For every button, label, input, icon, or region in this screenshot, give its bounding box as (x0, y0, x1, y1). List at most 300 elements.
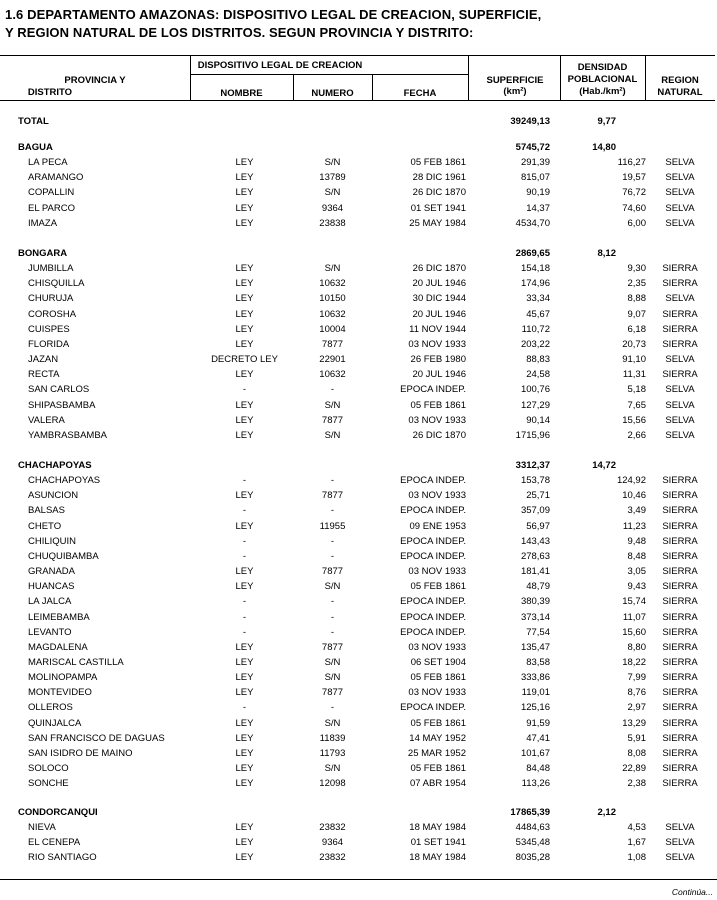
district-superficie: 110,72 (521, 323, 550, 335)
dispositivo-numero: 23832 (319, 852, 346, 864)
district-region: SIERRA (662, 656, 698, 668)
dispositivo-nombre: LEY (235, 732, 254, 744)
district-densidad: 3,05 (627, 566, 646, 578)
district-superficie: 83,58 (526, 656, 550, 668)
district-name: SHIPASBAMBA (28, 399, 96, 411)
table-row (0, 716, 717, 731)
district-name: LA JALCA (28, 596, 72, 608)
district-name: LEVANTO (28, 626, 72, 638)
dispositivo-fecha: 26 DIC 1870 (412, 187, 466, 199)
table-row (0, 761, 717, 776)
table-row (0, 185, 717, 200)
header-region: REGION (661, 75, 699, 86)
district-name: SONCHE (28, 778, 69, 790)
province-superficie: 17865,39 (510, 807, 550, 818)
district-densidad: 4,53 (627, 822, 646, 834)
table-row (0, 398, 717, 413)
dispositivo-fecha: 05 FEB 1861 (410, 672, 466, 684)
dispositivo-numero: 11955 (319, 520, 346, 532)
district-densidad: 2,97 (627, 702, 646, 714)
dispositivo-nombre: - (242, 702, 247, 714)
dispositivo-fecha: EPOCA INDEP. (400, 475, 466, 487)
dispositivo-numero: 10632 (319, 308, 346, 320)
district-superficie: 84,48 (526, 763, 550, 774)
table-row (0, 382, 717, 397)
header-nombre: NOMBRE (220, 88, 263, 99)
district-name: CHETO (28, 520, 62, 532)
district-densidad: 20,73 (622, 338, 646, 350)
district-densidad: 116,27 (617, 157, 646, 169)
district-densidad: 2,66 (627, 429, 646, 441)
dispositivo-numero: - (330, 535, 335, 547)
dispositivo-numero: 10632 (319, 369, 346, 381)
district-region: SIERRA (662, 550, 698, 562)
district-densidad: 3,49 (627, 505, 646, 517)
district-superficie: 90,19 (526, 187, 550, 199)
title-line-2: Y REGION NATURAL DE LOS DISTRITOS. SEGUN PROVINCIA Y DISTRITO: (5, 25, 474, 40)
dispositivo-nombre: DECRETO LEY (211, 354, 278, 366)
district-densidad: 15,56 (622, 414, 646, 426)
dispositivo-numero: - (330, 384, 335, 396)
title-line-1: 1.6 DEPARTAMENTO AMAZONAS: DISPOSITIVO LEGAL DE CREACION, SUPERFICIE, (5, 7, 542, 22)
dispositivo-numero: - (330, 702, 335, 714)
dispositivo-nombre: LEY (235, 429, 254, 441)
dispositivo-numero: 23838 (319, 217, 346, 229)
dispositivo-numero: - (330, 596, 335, 608)
table-row (0, 291, 717, 306)
district-name: NIEVA (28, 822, 56, 834)
province-row (0, 246, 717, 261)
district-region: SIERRA (662, 687, 698, 699)
province-row (0, 458, 717, 473)
dispositivo-numero: S/N (324, 429, 341, 441)
district-region: SIERRA (662, 490, 698, 502)
district-region: SIERRA (662, 278, 698, 290)
dispositivo-numero: S/N (324, 717, 341, 729)
dispositivo-nombre: LEY (235, 414, 254, 426)
continua-note: Continúa... (671, 887, 713, 897)
dispositivo-fecha: 14 MAY 1952 (409, 732, 466, 744)
table-row (0, 835, 717, 850)
district-region: SIERRA (662, 596, 698, 608)
dispositivo-fecha: EPOCA INDEP. (400, 505, 466, 517)
district-superficie: 373,14 (520, 611, 550, 623)
dispositivo-fecha: 26 DIC 1870 (412, 263, 466, 275)
dispositivo-numero: 13789 (319, 172, 346, 184)
table-row (0, 352, 717, 367)
table-row (0, 594, 717, 609)
header-densidad-2: POBLACIONAL (567, 74, 638, 85)
district-densidad: 2,38 (627, 778, 646, 790)
table-row (0, 670, 717, 685)
province-superficie: 3312,37 (515, 460, 550, 471)
district-region: SELVA (665, 172, 695, 184)
district-densidad: 6,00 (627, 217, 646, 229)
district-densidad: 19,57 (622, 172, 646, 184)
dispositivo-fecha: 28 DIC 1961 (412, 172, 466, 184)
district-densidad: 11,23 (622, 520, 646, 532)
district-region: SIERRA (662, 566, 698, 578)
table-row (0, 307, 717, 322)
dispositivo-numero: S/N (324, 399, 341, 411)
table-row (0, 367, 717, 382)
district-name: GRANADA (28, 566, 75, 578)
district-name: RECTA (28, 369, 60, 381)
province-densidad: 2,12 (597, 807, 616, 818)
district-densidad: 5,91 (627, 732, 646, 744)
district-region: SIERRA (662, 702, 698, 714)
dispositivo-nombre: LEY (235, 656, 254, 668)
table-row (0, 473, 717, 488)
dispositivo-nombre: LEY (235, 717, 254, 729)
dispositivo-numero: - (330, 626, 335, 638)
district-region: SIERRA (662, 369, 698, 381)
province-superficie: 2869,65 (515, 248, 550, 259)
table-row (0, 216, 717, 231)
district-region: SELVA (665, 822, 695, 834)
district-superficie: 47,41 (526, 732, 550, 744)
page-title (5, 6, 541, 42)
district-superficie: 91,59 (526, 717, 550, 729)
dispositivo-numero: S/N (324, 656, 341, 668)
district-densidad: 22,89 (622, 763, 646, 774)
district-superficie: 113,26 (521, 778, 550, 790)
district-superficie: 8035,28 (515, 852, 550, 864)
dispositivo-nombre: LEY (235, 187, 254, 199)
district-name: ARAMANGO (28, 172, 84, 184)
dispositivo-nombre: LEY (235, 837, 254, 849)
dispositivo-fecha: 20 JUL 1946 (412, 278, 466, 290)
province-superficie: 5745,72 (515, 142, 550, 153)
dispositivo-fecha: 20 JUL 1946 (412, 369, 466, 381)
table-row (0, 201, 717, 216)
province-name: BAGUA (18, 142, 53, 153)
dispositivo-nombre: - (242, 505, 247, 517)
district-densidad: 9,48 (627, 535, 646, 547)
dispositivo-numero: 7877 (321, 414, 344, 426)
district-densidad: 8,88 (627, 293, 646, 305)
district-name: QUINJALCA (28, 717, 82, 729)
district-region: SIERRA (662, 338, 698, 350)
total-label: TOTAL (18, 116, 49, 127)
district-densidad: 6,18 (627, 323, 646, 335)
district-name: JAZAN (28, 354, 59, 366)
district-superficie: 33,34 (526, 293, 550, 305)
dispositivo-numero: 10004 (319, 323, 346, 335)
district-superficie: 333,86 (520, 672, 550, 684)
district-superficie: 125,16 (520, 702, 550, 714)
dispositivo-nombre: LEY (235, 566, 254, 578)
district-name: OLLEROS (28, 702, 73, 714)
header-superficie: SUPERFICIE (486, 75, 544, 86)
district-superficie: 101,67 (520, 747, 550, 759)
total-superficie: 39249,13 (510, 116, 550, 127)
district-region: SIERRA (662, 672, 698, 684)
dispositivo-fecha: 05 FEB 1861 (410, 717, 466, 729)
table-row (0, 155, 717, 170)
table-row (0, 850, 717, 865)
district-densidad: 76,72 (622, 187, 646, 199)
district-region: SELVA (665, 384, 695, 396)
dispositivo-nombre: LEY (235, 581, 254, 593)
dispositivo-nombre: LEY (235, 822, 254, 834)
table-row (0, 261, 717, 276)
dispositivo-nombre: - (242, 475, 247, 487)
dispositivo-fecha: 01 SET 1941 (410, 837, 466, 849)
table-row (0, 337, 717, 352)
district-superficie: 143,43 (520, 535, 550, 547)
table-row (0, 488, 717, 503)
table-row (0, 731, 717, 746)
dispositivo-numero: S/N (324, 581, 341, 593)
district-superficie: 14,37 (526, 202, 550, 214)
district-name: YAMBRASBAMBA (28, 429, 108, 441)
district-name: COROSHA (28, 308, 77, 320)
header-numero: NUMERO (311, 88, 354, 99)
district-name: LA PECA (28, 157, 68, 169)
district-region: SIERRA (662, 641, 698, 653)
dispositivo-fecha: 05 FEB 1861 (410, 763, 466, 774)
dispositivo-fecha: 03 NOV 1933 (408, 338, 466, 350)
district-name: RIO SANTIAGO (28, 852, 97, 864)
dispositivo-nombre: LEY (235, 747, 254, 759)
table-row (0, 503, 717, 518)
dispositivo-numero: 9364 (321, 202, 344, 214)
dispositivo-nombre: LEY (235, 338, 254, 350)
district-densidad: 124,92 (616, 475, 646, 487)
dispositivo-fecha: EPOCA INDEP. (400, 611, 466, 623)
district-superficie: 291,39 (520, 157, 550, 169)
dispositivo-numero: 22901 (319, 354, 346, 366)
dispositivo-nombre: LEY (235, 263, 254, 275)
district-superficie: 174,96 (520, 278, 550, 290)
district-region: SIERRA (662, 778, 698, 790)
dispositivo-nombre: LEY (235, 157, 254, 169)
district-densidad: 1,67 (627, 837, 646, 849)
table-row (0, 640, 717, 655)
dispositivo-numero: 7877 (321, 490, 344, 502)
dispositivo-fecha: 20 JUL 1946 (412, 308, 466, 320)
district-region: SIERRA (662, 581, 698, 593)
table-header (0, 55, 715, 102)
dispositivo-fecha: EPOCA INDEP. (400, 626, 466, 638)
dispositivo-nombre: LEY (235, 520, 254, 532)
dispositivo-numero: - (330, 475, 335, 487)
dispositivo-numero: - (330, 505, 335, 517)
dispositivo-nombre: LEY (235, 308, 254, 320)
table-row (0, 655, 717, 670)
district-name: CHUQUIBAMBA (28, 550, 99, 562)
province-densidad: 8,12 (597, 248, 616, 259)
dispositivo-numero: 7877 (321, 641, 344, 653)
dispositivo-numero: 11839 (319, 732, 346, 744)
district-region: SELVA (665, 354, 695, 366)
district-densidad: 15,74 (622, 596, 646, 608)
district-name: VALERA (28, 414, 65, 426)
district-superficie: 56,97 (526, 520, 550, 532)
dispositivo-nombre: - (242, 596, 247, 608)
district-densidad: 10,46 (622, 490, 646, 502)
district-region: SIERRA (662, 626, 698, 638)
district-densidad: 18,22 (622, 656, 646, 668)
district-region: SELVA (665, 202, 695, 214)
dispositivo-numero: S/N (324, 187, 341, 199)
table-row (0, 519, 717, 534)
district-region: SELVA (665, 157, 695, 169)
district-superficie: 278,63 (520, 550, 550, 562)
table-row (0, 564, 717, 579)
district-densidad: 8,48 (627, 550, 646, 562)
dispositivo-nombre: LEY (235, 672, 254, 684)
dispositivo-fecha: 03 NOV 1933 (408, 414, 466, 426)
header-distrito: DISTRITO (27, 87, 73, 98)
district-superficie: 203,22 (520, 338, 550, 350)
district-name: CHILIQUIN (28, 535, 77, 547)
province-name: CONDORCANQUI (18, 807, 98, 818)
dispositivo-numero: S/N (324, 672, 341, 684)
dispositivo-fecha: 05 FEB 1861 (410, 399, 466, 411)
district-region: SIERRA (662, 520, 698, 532)
district-name: ASUNCION (28, 490, 79, 502)
dispositivo-numero: 11793 (319, 747, 346, 759)
dispositivo-fecha: 03 NOV 1933 (408, 490, 466, 502)
district-superficie: 815,07 (520, 172, 550, 184)
district-superficie: 119,01 (521, 687, 550, 699)
district-name: MONTEVIDEO (28, 687, 92, 699)
district-superficie: 88,83 (526, 354, 550, 366)
dispositivo-fecha: 03 NOV 1933 (408, 687, 466, 699)
dispositivo-numero: - (330, 611, 335, 623)
province-densidad: 14,72 (592, 460, 616, 471)
district-superficie: 25,71 (526, 490, 550, 502)
dispositivo-fecha: 18 MAY 1984 (409, 852, 466, 864)
total-densidad: 9,77 (597, 116, 616, 127)
district-name: EL PARCO (28, 202, 75, 214)
dispositivo-numero: 7877 (321, 338, 344, 350)
district-superficie: 153,78 (520, 475, 550, 487)
table-row (0, 685, 717, 700)
table-row (0, 625, 717, 640)
dispositivo-nombre: LEY (235, 369, 254, 381)
dispositivo-numero: 10150 (319, 293, 346, 305)
district-densidad: 8,08 (627, 747, 646, 759)
dispositivo-fecha: EPOCA INDEP. (400, 535, 466, 547)
table-row (0, 413, 717, 428)
table-row (0, 579, 717, 594)
dispositivo-numero: S/N (324, 763, 341, 774)
dispositivo-nombre: LEY (235, 763, 254, 774)
district-superficie: 24,58 (526, 369, 550, 381)
district-region: SELVA (665, 399, 695, 411)
dispositivo-fecha: 05 FEB 1861 (410, 157, 466, 169)
district-name: CHISQUILLA (28, 278, 85, 290)
dispositivo-numero: 12098 (319, 778, 346, 790)
district-densidad: 15,60 (622, 626, 646, 638)
table-row (0, 549, 717, 564)
dispositivo-fecha: 30 DIC 1944 (412, 293, 466, 305)
district-name: CUISPES (28, 323, 70, 335)
dispositivo-numero: 23832 (319, 822, 346, 834)
district-superficie: 4484,63 (515, 822, 550, 834)
district-densidad: 11,31 (622, 369, 646, 381)
dispositivo-fecha: 26 DIC 1870 (412, 429, 466, 441)
dispositivo-fecha: 03 NOV 1933 (408, 641, 466, 653)
district-densidad: 11,07 (622, 611, 646, 623)
district-region: SELVA (665, 837, 695, 849)
dispositivo-numero: - (330, 550, 335, 562)
district-densidad: 91,10 (622, 354, 646, 366)
dispositivo-nombre: LEY (235, 323, 254, 335)
district-name: MOLINOPAMPA (28, 672, 98, 684)
district-region: SIERRA (662, 747, 698, 759)
district-region: SELVA (665, 414, 695, 426)
dispositivo-fecha: EPOCA INDEP. (400, 550, 466, 562)
dispositivo-fecha: 25 MAR 1952 (407, 747, 466, 759)
district-superficie: 48,79 (526, 581, 550, 593)
dispositivo-nombre: LEY (235, 687, 254, 699)
district-name: BALSAS (28, 505, 65, 517)
district-name: CHACHAPOYAS (28, 475, 101, 487)
district-superficie: 5345,48 (515, 837, 550, 849)
dispositivo-nombre: LEY (235, 202, 254, 214)
district-superficie: 154,18 (520, 263, 550, 275)
dispositivo-nombre: - (242, 626, 247, 638)
dispositivo-numero: S/N (324, 263, 341, 275)
dispositivo-fecha: 01 SET 1941 (410, 202, 466, 214)
header-provincia: PROVINCIA Y (64, 75, 126, 86)
district-densidad: 9,30 (627, 263, 646, 275)
header-region-2: NATURAL (657, 87, 703, 98)
district-name: COPALLIN (28, 187, 75, 199)
table-row (0, 276, 717, 291)
table-row (0, 322, 717, 337)
district-superficie: 77,54 (526, 626, 550, 638)
district-region: SELVA (665, 852, 695, 864)
district-superficie: 4534,70 (515, 217, 550, 229)
dispositivo-nombre: - (242, 611, 247, 623)
district-densidad: 1,08 (627, 852, 646, 864)
province-name: CHACHAPOYAS (18, 460, 92, 471)
district-name: SAN CARLOS (28, 384, 90, 396)
dispositivo-numero: 10632 (319, 278, 346, 290)
dispositivo-fecha: 07 ABR 1954 (410, 778, 466, 790)
district-region: SELVA (665, 217, 695, 229)
district-name: SAN FRANCISCO DE DAGUAS (28, 732, 165, 744)
province-row (0, 140, 717, 155)
district-name: IMAZA (28, 217, 58, 229)
province-densidad: 14,80 (592, 142, 616, 153)
district-densidad: 8,80 (627, 641, 646, 653)
district-region: SELVA (665, 429, 695, 441)
dispositivo-numero: 9364 (321, 837, 344, 849)
table-row (0, 610, 717, 625)
header-superficie-unit: (km²) (503, 86, 527, 97)
district-region: SIERRA (662, 717, 698, 729)
district-superficie: 100,76 (520, 384, 550, 396)
district-superficie: 1715,96 (515, 429, 550, 441)
dispositivo-fecha: EPOCA INDEP. (400, 384, 466, 396)
dispositivo-numero: 7877 (321, 566, 344, 578)
district-name: JUMBILLA (28, 263, 74, 275)
district-name: MAGDALENA (28, 641, 88, 653)
footer-divider (0, 879, 717, 880)
dispositivo-fecha: 26 FEB 1980 (410, 354, 466, 366)
district-densidad: 7,99 (627, 672, 646, 684)
table-row (0, 170, 717, 185)
district-densidad: 7,65 (627, 399, 646, 411)
district-superficie: 357,09 (520, 505, 550, 517)
dispositivo-fecha: 11 NOV 1944 (409, 323, 466, 335)
